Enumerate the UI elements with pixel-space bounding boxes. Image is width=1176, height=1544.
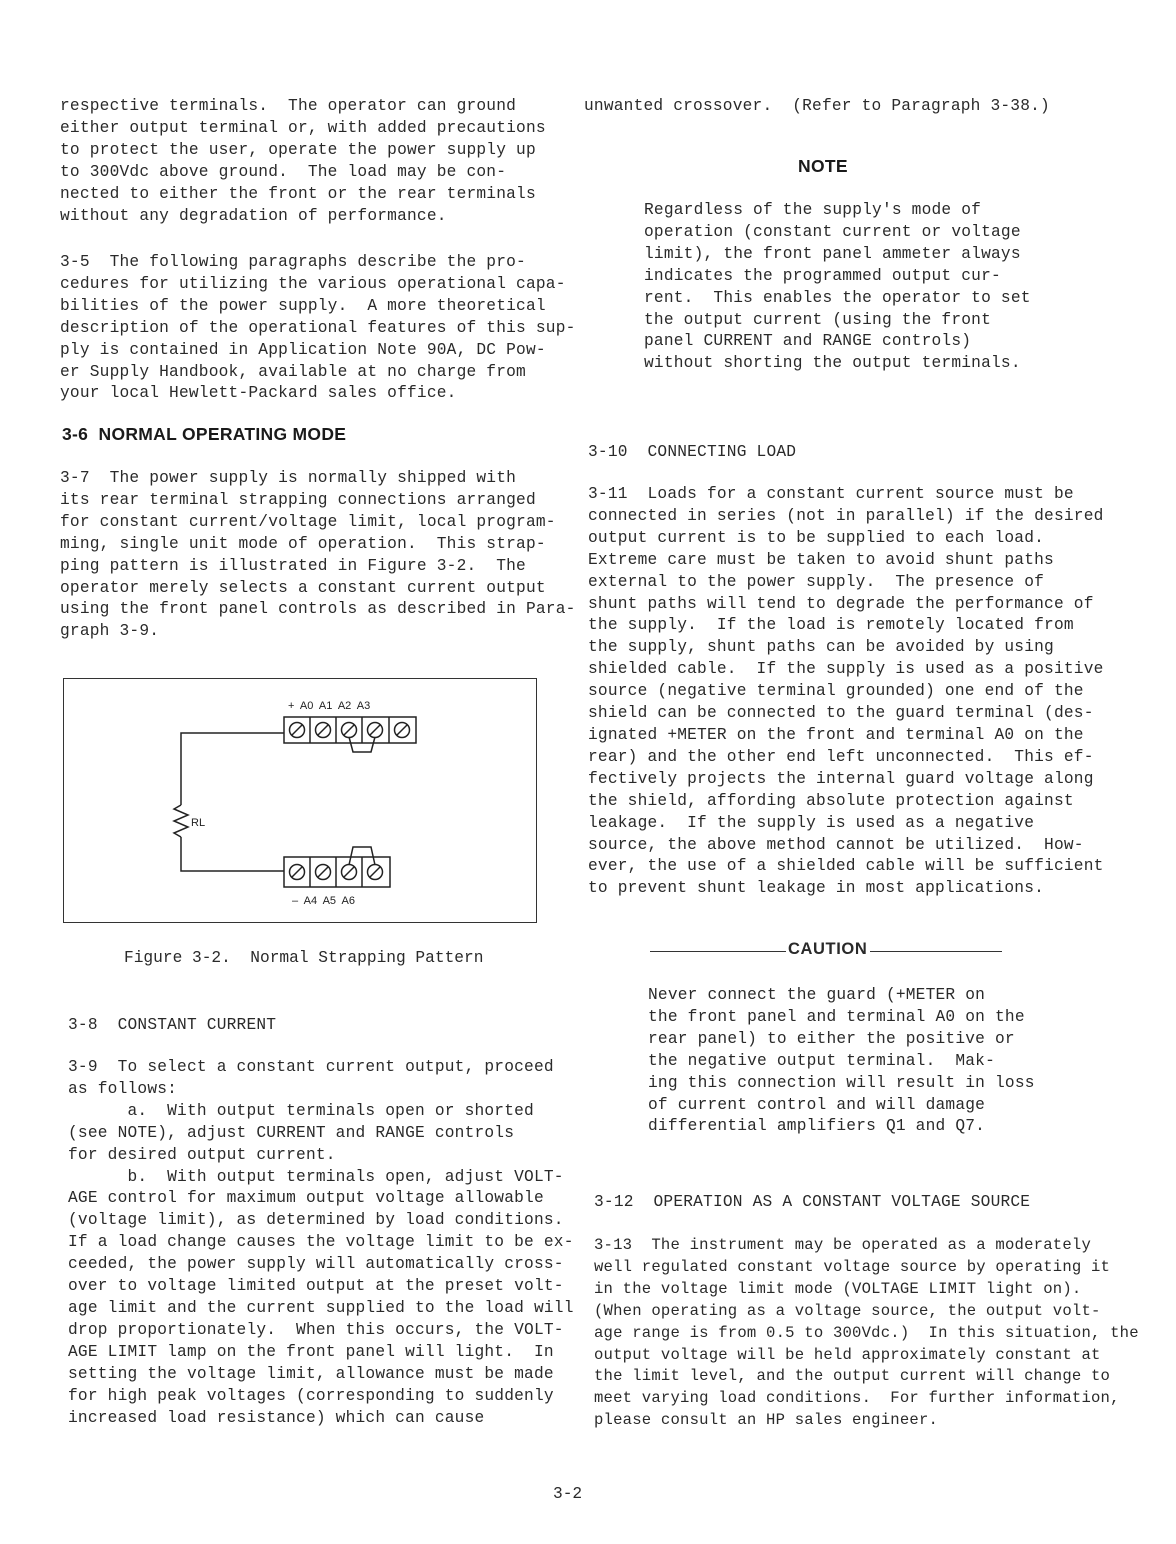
text-line: AGE control for maximum output voltage allowable xyxy=(68,1189,544,1208)
text-line: 3-13 The instrument may be operated as a moderately xyxy=(594,1236,1092,1254)
page-number: 3-2 xyxy=(553,1485,583,1503)
paragraph-3-13 xyxy=(594,1235,1139,1432)
caution-title: CAUTION xyxy=(788,940,868,958)
text-line: source (negative terminal grounded) one end of the xyxy=(588,682,1084,701)
text-line: fectively projects the internal guard voltage along xyxy=(588,769,1094,788)
text-line: increased load resistance) which can cause xyxy=(68,1408,485,1427)
text-line: in the voltage limit mode (VOLTAGE LIMIT light on). xyxy=(594,1279,1082,1298)
text-line: ceeded, the power supply will automatically cross- xyxy=(68,1255,564,1274)
text-line: If a load change causes the voltage limit to be ex- xyxy=(68,1233,574,1252)
terminal-screw-icon xyxy=(290,723,305,738)
text-line: your local Hewlett-Packard sales office. xyxy=(60,384,457,403)
note-text xyxy=(644,200,1031,375)
text-line: connected in series (not in parallel) if the desired xyxy=(588,506,1104,525)
text-line: please consult an HP sales engineer. xyxy=(594,1411,939,1430)
text-line: operation (constant current or voltage xyxy=(644,222,1021,241)
terminal-screw-icon xyxy=(368,723,383,738)
text-line: rent. This enables the operator to set xyxy=(644,288,1031,307)
strapping-diagram xyxy=(64,679,536,922)
text-line: source, the above method cannot be utilized. How- xyxy=(588,835,1084,854)
text-line: respective terminals. The operator can ground xyxy=(60,97,517,115)
paragraph-3-7 xyxy=(60,468,576,643)
text-line: for constant current/voltage limit, local program- xyxy=(60,512,556,531)
text-line: ping pattern is illustrated in Figure 3-2. The xyxy=(60,556,526,575)
intro-paragraph xyxy=(60,96,546,227)
text-line: (When operating as a voltage source, the output volt- xyxy=(594,1301,1101,1320)
text-line: (see NOTE), adjust CURRENT and RANGE controls xyxy=(68,1123,515,1142)
caution-rule-right xyxy=(870,951,1002,952)
text-line: er Supply Handbook, available at no charge from xyxy=(60,362,526,381)
text-line: of current control and will damage xyxy=(648,1095,986,1114)
caution-text xyxy=(648,985,1035,1138)
text-line: its rear terminal strapping connections arranged xyxy=(60,490,536,509)
heading-constant-current: 3-8 CONSTANT CURRENT xyxy=(68,1016,277,1034)
text-line: the front panel and terminal A0 on the xyxy=(648,1007,1025,1026)
caution-rule-left xyxy=(650,951,786,952)
text-line: 3-7 The power supply is normally shipped with xyxy=(60,469,517,487)
bottom-terminal-labels: – A4 A5 A6 xyxy=(292,895,355,907)
heading-connecting-load: 3-10 CONNECTING LOAD xyxy=(588,443,797,461)
terminal-screw-icon xyxy=(342,865,357,880)
text-line: the limit level, and the output current will change to xyxy=(594,1367,1111,1386)
text-line: rear) and the other end left unconnected. This ef- xyxy=(588,747,1094,766)
text-line: age limit and the current supplied to the load will xyxy=(68,1298,574,1317)
text-line: 3-9 To select a constant current output, proceed xyxy=(68,1058,554,1076)
text-line: shunt paths will tend to degrade the performance of xyxy=(588,594,1094,613)
rear-terminal-strip-bottom xyxy=(284,847,390,887)
text-line: external to the power supply. The presence of xyxy=(588,572,1045,591)
text-line: well regulated constant voltage source by operating it xyxy=(594,1257,1111,1276)
heading-normal-operating-mode: 3-6 NORMAL OPERATING MODE xyxy=(62,424,347,444)
text-line: a. With output terminals open or shorted xyxy=(68,1101,534,1120)
figure-normal-strapping-pattern xyxy=(63,678,537,923)
text-line: cedures for utilizing the various operational capa- xyxy=(60,274,566,293)
terminal-screw-icon xyxy=(368,865,383,880)
text-line: Regardless of the supply's mode of xyxy=(644,201,982,219)
load-resistor-icon xyxy=(174,805,188,837)
text-line: ply is contained in Application Note 90A, DC Pow- xyxy=(60,340,546,359)
text-line: using the front panel controls as described in Para- xyxy=(60,600,576,619)
text-line: as follows: xyxy=(68,1079,178,1098)
text-line: AGE LIMIT lamp on the front panel will light. In xyxy=(68,1342,554,1361)
text-line: indicates the programmed output cur- xyxy=(644,266,1001,285)
text-line: the negative output terminal. Mak- xyxy=(648,1051,995,1070)
text-line: graph 3-9. xyxy=(60,622,160,641)
text-line: ever, the use of a shielded cable will be sufficient xyxy=(588,857,1104,876)
terminal-screw-icon xyxy=(342,723,357,738)
text-line: b. With output terminals open, adjust VOLT- xyxy=(68,1167,564,1186)
rear-terminal-strip-top xyxy=(284,717,416,752)
top-terminal-labels: + A0 A1 A2 A3 xyxy=(288,700,371,712)
text-line: without any degradation of performance. xyxy=(60,206,447,225)
text-line: shield can be connected to the guard terminal (des- xyxy=(588,704,1094,723)
text-line: bilities of the power supply. A more theoretical xyxy=(60,296,546,315)
text-line: the supply, shunt paths can be avoided by using xyxy=(588,638,1054,657)
heading-constant-voltage-source: 3-12 OPERATION AS A CONSTANT VOLTAGE SOURCE xyxy=(594,1193,1031,1211)
text-line: 3-5 The following paragraphs describe the pro- xyxy=(60,253,526,271)
text-line: output current is to be supplied to each load. xyxy=(588,528,1045,547)
text-line: to prevent shunt leakage in most applications. xyxy=(588,879,1045,898)
paragraph-3-5 xyxy=(60,252,576,405)
text-line: the supply. If the load is remotely located from xyxy=(588,616,1074,635)
text-line: output voltage will be held approximately constant at xyxy=(594,1345,1101,1364)
text-line: ignated +METER on the front and terminal A0 on the xyxy=(588,725,1084,744)
text-line: without shorting the output terminals. xyxy=(644,354,1021,373)
text-line: drop proportionately. When this occurs, the VOLT- xyxy=(68,1320,564,1339)
figure-caption: Figure 3-2. Normal Strapping Pattern xyxy=(124,949,484,967)
text-line: the shield, affording absolute protection against xyxy=(588,791,1074,810)
text-line: differential amplifiers Q1 and Q7. xyxy=(648,1117,986,1136)
text-line: ming, single unit mode of operation. This strap- xyxy=(60,534,546,553)
text-line: to protect the user, operate the power supply up xyxy=(60,140,536,159)
text-line: meet varying load conditions. For further information, xyxy=(594,1389,1120,1408)
text-line: panel CURRENT and RANGE controls) xyxy=(644,332,972,351)
text-line: rear panel) to either the positive or xyxy=(648,1029,1015,1048)
terminal-screw-icon xyxy=(290,865,305,880)
text-line: age range is from 0.5 to 300Vdc.) In this situation, the xyxy=(594,1323,1139,1342)
text-line: Never connect the guard (+METER on xyxy=(648,986,986,1004)
text-line: 3-11 Loads for a constant current source must be xyxy=(588,485,1074,503)
terminal-screw-icon xyxy=(316,723,331,738)
paragraph-3-11 xyxy=(588,484,1104,900)
text-line: the output current (using the front xyxy=(644,310,991,329)
text-line: limit), the front panel ammeter always xyxy=(644,244,1021,263)
text-line: to 300Vdc above ground. The load may be con- xyxy=(60,162,507,181)
text-line: setting the voltage limit, allowance must be made xyxy=(68,1364,554,1383)
text-line: leakage. If the supply is used as a negative xyxy=(588,813,1035,832)
text-line: (voltage limit), as determined by load conditions. xyxy=(68,1211,564,1230)
paragraph-continuation: unwanted crossover. (Refer to Paragraph 3-38.) xyxy=(584,97,1050,115)
resistor-label: RL xyxy=(191,817,206,829)
text-line: for desired output current. xyxy=(68,1145,336,1164)
text-line: over to voltage limited output at the preset volt- xyxy=(68,1277,564,1296)
text-line: either output terminal or, with added precautions xyxy=(60,118,546,137)
text-line: shielded cable. If the supply is used as a positive xyxy=(588,660,1104,679)
text-line: nected to either the front or the rear terminals xyxy=(60,184,536,203)
text-line: operator merely selects a constant current output xyxy=(60,578,546,597)
note-title: NOTE xyxy=(798,156,848,176)
text-line: description of the operational features of this sup- xyxy=(60,318,576,337)
text-line: for high peak voltages (corresponding to suddenly xyxy=(68,1386,554,1405)
text-line: Extreme care must be taken to avoid shunt paths xyxy=(588,550,1054,569)
load-wiring xyxy=(174,733,284,871)
terminal-screw-icon xyxy=(395,723,410,738)
paragraph-3-9 xyxy=(68,1057,574,1429)
terminal-screw-icon xyxy=(316,865,331,880)
text-line: ing this connection will result in loss xyxy=(648,1073,1035,1092)
